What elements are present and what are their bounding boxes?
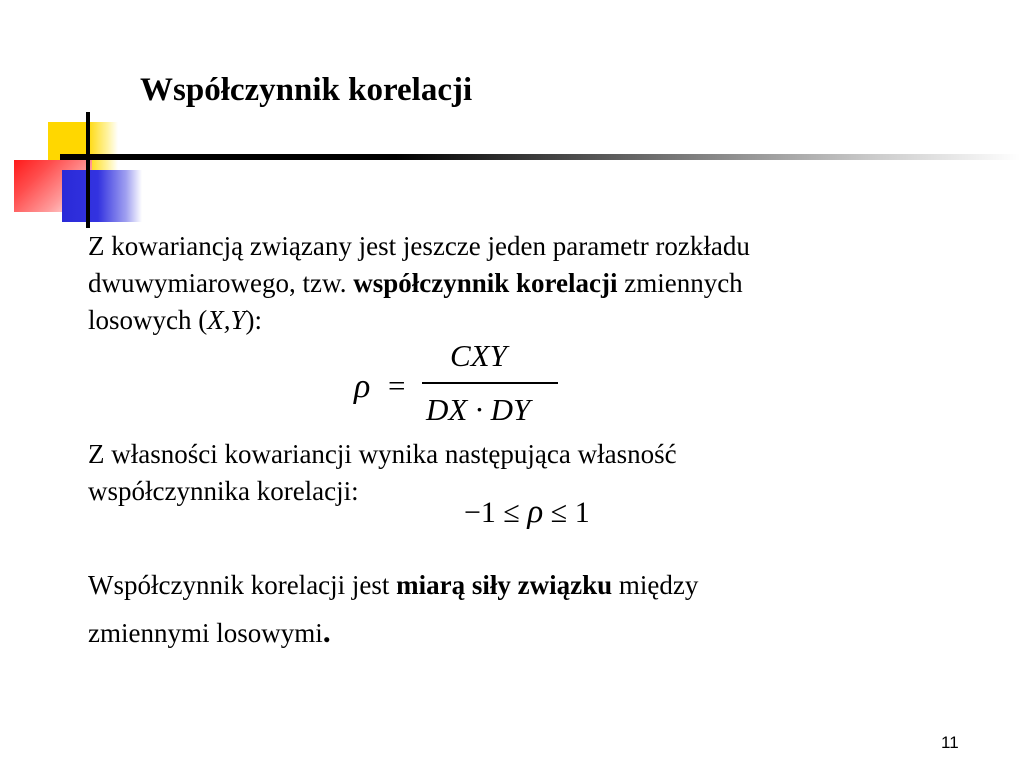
inequality-left: −1 ≤ <box>464 496 528 529</box>
paragraph-text: losowych ( <box>88 305 208 335</box>
italic-variables: X,Y <box>207 305 246 335</box>
correlation-inequality <box>464 494 590 531</box>
blue-square-decoration <box>62 170 142 222</box>
title-underline <box>60 154 1020 160</box>
page-number: 11 <box>941 733 959 752</box>
fraction-bar <box>422 382 558 384</box>
paragraph-line: Z własności kowariancji wynika następująca własność <box>88 439 677 469</box>
formula-denominator: DX · DY <box>426 392 531 427</box>
bold-term: miarą siły związku <box>396 570 613 600</box>
paragraph-conclusion <box>88 562 968 656</box>
decorative-corner-graphic <box>0 0 180 240</box>
inequality-rho: ρ <box>527 494 544 530</box>
final-period: . <box>322 613 331 649</box>
paragraph-text: zmiennych <box>617 268 743 298</box>
paragraph-line: współczynnika korelacji: <box>88 476 359 506</box>
paragraph-line: Z kowariancją związany jest jeszcze jeden parametr rozkładu <box>88 231 750 261</box>
bold-term: współczynnik korelacji <box>353 268 618 298</box>
formula-numerator: CXY <box>450 338 507 373</box>
paragraph-text: między <box>612 570 699 600</box>
formula-equals: = <box>388 368 406 403</box>
slide-title: Współczynnik korelacji <box>140 72 473 108</box>
paragraph-text: ): <box>245 305 262 335</box>
vertical-divider-line <box>86 112 90 228</box>
inequality-right: ≤ 1 <box>543 496 590 529</box>
paragraph-text: zmiennymi losowymi <box>88 618 323 648</box>
formula-rho: ρ <box>354 368 371 405</box>
correlation-formula <box>350 338 570 430</box>
paragraph-text: dwuwymiarowego, tzw. <box>88 268 354 298</box>
paragraph-definition <box>88 228 968 339</box>
paragraph-text: Współczynnik korelacji jest <box>88 570 397 600</box>
